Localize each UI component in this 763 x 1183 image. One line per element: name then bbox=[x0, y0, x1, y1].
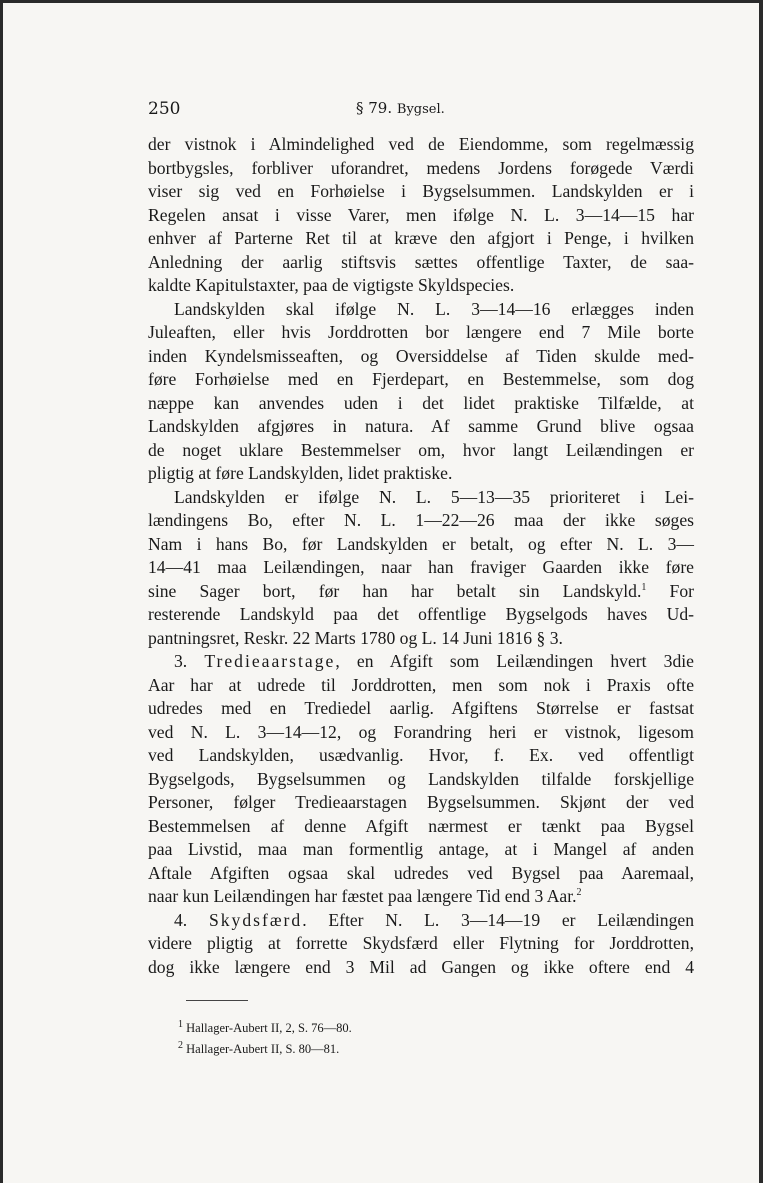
text-fragment: . Efter N. L. 3—14—19 er Leilændingen bbox=[302, 909, 694, 930]
text-line: Landskylden er ifølge N. L. 5—13—35 prioriteret i Lei- bbox=[174, 486, 694, 507]
footnote bbox=[178, 1018, 352, 1039]
text-line: resterende Landskyld paa det offentlige Bygselgods haves Ud- bbox=[148, 604, 694, 624]
text-fragment: For bbox=[646, 580, 694, 601]
footnote-text: Hallager-Aubert II, S. 80—81. bbox=[186, 1042, 340, 1056]
footnote-mark: 1 bbox=[178, 1018, 183, 1030]
text-line: Aftale Afgiften ogsaa skal udredes ved Bygsel paa Aaremaal, bbox=[148, 862, 694, 883]
section-title: Bygsel. bbox=[396, 102, 445, 117]
footnote-rule bbox=[186, 1000, 248, 1001]
text-line-with-footnote bbox=[148, 580, 694, 604]
text-line: Personer, følger Tredieaarstagen Bygselsummen. Skjønt der ved bbox=[148, 792, 694, 812]
text-line: Landskylden skal ifølge N. L. 3—14—16 erlægges inden bbox=[174, 298, 694, 319]
text-line: Anledning der aarlig stiftsvis sættes offentlige Taxter, de saa- bbox=[148, 251, 694, 272]
text-line: enhver af Parterne Ret til at kræve den afgjort i Penge, i hvilken bbox=[148, 228, 694, 248]
spaced-term: Tredieaarstage bbox=[204, 651, 336, 671]
text-line: Landskylden afgjøres in natura. Af samme Grund blive ogsaa bbox=[148, 416, 694, 436]
text-line: pligtig at føre Landskylden, lidet praktiske. bbox=[148, 463, 453, 483]
footnote-marker: 1 bbox=[641, 581, 647, 593]
text-line: Juleaften, eller hvis Jorddrotten bor længere end 7 Mile borte bbox=[148, 322, 694, 342]
footnotes bbox=[178, 1018, 352, 1060]
text-line: udredes med en Trediedel aarlig. Afgiftens Størrelse er fastsat bbox=[148, 698, 694, 718]
spaced-term: Skydsfærd bbox=[208, 909, 303, 930]
footnote-marker: 2 bbox=[576, 887, 582, 899]
text-line: bortbygsles, forbliver uforandret, medens Jordens forøgede Værdi bbox=[148, 157, 694, 178]
text-line: videre pligtig at forrette Skydsfærd eller Flytning for Jorddrotten, bbox=[148, 933, 694, 953]
text-line: 14—41 maa Leilændingen, naar han fraviger Gaarden ikke føre bbox=[148, 557, 694, 577]
text-line: viser sig ved en Forhøielse i Bygselsummen. Landskylden er i bbox=[148, 181, 694, 201]
text-line: pantningsret, Reskr. 22 Marts 1780 og L. 14 Juni 1816 § 3. bbox=[148, 627, 563, 648]
text-fragment: , en Afgift som Leilændingen hvert 3die bbox=[335, 651, 694, 671]
text-line: Regelen ansat i visse Varer, men ifølge N. L. 3—14—15 har bbox=[148, 204, 694, 225]
text-fragment: sine Sager bort, før han har betalt sin Landskyld. bbox=[148, 580, 642, 601]
item-number: 3. bbox=[174, 651, 188, 671]
numbered-paragraph-4 bbox=[148, 909, 694, 933]
text-line: paa Livstid, maa man formentlig antage, at i Mangel af anden bbox=[148, 839, 694, 859]
body-text bbox=[148, 133, 694, 979]
text-line: dog ikke længere end 3 Mil ad Gangen og ikke oftere end 4 bbox=[148, 956, 694, 977]
text-line: kaldte Kapitulstaxter, paa de vigtigste Skyldspecies. bbox=[148, 275, 515, 295]
page-edge-right bbox=[759, 0, 763, 1183]
text-line: ved N. L. 3—14—12, og Forandring heri er vistnok, ligesom bbox=[148, 721, 694, 742]
page-edge-top bbox=[0, 0, 763, 3]
footnote-mark: 2 bbox=[178, 1039, 183, 1051]
page-number: 250 bbox=[148, 99, 181, 119]
text-line: Nam i hans Bo, før Landskylden er betalt, og efter N. L. 3— bbox=[148, 533, 694, 554]
item-number: 4. bbox=[174, 909, 188, 930]
text-line: Bygselgods, Bygselsummen og Landskylden tilfalde forskjellige bbox=[148, 768, 694, 789]
text-line: føre Forhøielse med en Fjerdepart, en Bestemmelse, som dog bbox=[148, 369, 694, 389]
text-line: inden Kyndelsmisseaften, og Oversiddelse af Tiden skulde med- bbox=[148, 345, 694, 366]
text-fragment: naar kun Leilændingen har fæstet paa længere Tid end 3 Aar. bbox=[148, 886, 577, 906]
text-line: ved Landskylden, usædvanlig. Hvor, f. Ex. ved offentligt bbox=[148, 745, 694, 765]
footnote-text: Hallager-Aubert II, 2, S. 76—80. bbox=[186, 1021, 352, 1035]
running-head bbox=[356, 99, 445, 117]
text-line: lændingens Bo, efter N. L. 1—22—26 maa der ikke søges bbox=[148, 510, 694, 530]
text-line-with-footnote bbox=[148, 885, 694, 909]
text-line: der vistnok i Almindelighed ved de Eiendomme, som regelmæssig bbox=[148, 134, 694, 154]
page-edge-left bbox=[0, 0, 3, 1183]
text-line: næppe kan anvendes uden i det lidet praktiske Tilfælde, at bbox=[148, 392, 694, 413]
text-line: Aar har at udrede til Jorddrotten, men som nok i Praxis ofte bbox=[148, 674, 694, 695]
text-line: Bestemmelsen af denne Afgift nærmest er tænkt paa Bygsel bbox=[148, 815, 694, 836]
footnote bbox=[178, 1039, 352, 1060]
numbered-paragraph-3 bbox=[148, 650, 694, 674]
text-line: de noget uklare Bestemmelser om, hvor langt Leilændingen er bbox=[148, 439, 694, 460]
section-number: § 79. bbox=[356, 99, 393, 117]
